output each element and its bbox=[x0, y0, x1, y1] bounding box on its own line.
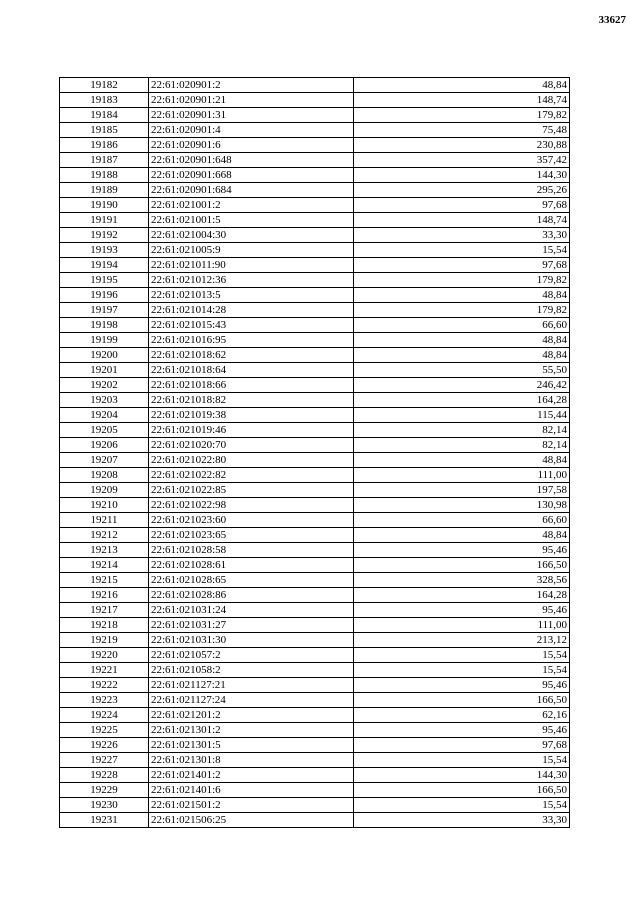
table-row bbox=[60, 138, 570, 153]
cadastral-number: 22:61:021028:65 bbox=[149, 573, 354, 588]
row-number: 19204 bbox=[60, 408, 149, 423]
row-value: 95,46 bbox=[354, 678, 570, 693]
cadastral-number: 22:61:021301:8 bbox=[149, 753, 354, 768]
table-row bbox=[60, 573, 570, 588]
row-value: 130,98 bbox=[354, 498, 570, 513]
row-value: 166,50 bbox=[354, 558, 570, 573]
cadastral-number: 22:61:020901:6 bbox=[149, 138, 354, 153]
cadastral-number: 22:61:021031:30 bbox=[149, 633, 354, 648]
cadastral-number: 22:61:020901:4 bbox=[149, 123, 354, 138]
cadastral-number: 22:61:021022:85 bbox=[149, 483, 354, 498]
table-row bbox=[60, 288, 570, 303]
cadastral-number: 22:61:021058:2 bbox=[149, 663, 354, 678]
cadastral-number: 22:61:021015:43 bbox=[149, 318, 354, 333]
row-value: 230,88 bbox=[354, 138, 570, 153]
row-number: 19200 bbox=[60, 348, 149, 363]
row-value: 95,46 bbox=[354, 543, 570, 558]
table-row bbox=[60, 333, 570, 348]
table-row bbox=[60, 438, 570, 453]
cadastral-number: 22:61:021018:82 bbox=[149, 393, 354, 408]
cadastral-table bbox=[59, 77, 570, 828]
cadastral-number: 22:61:021001:5 bbox=[149, 213, 354, 228]
row-number: 19230 bbox=[60, 798, 149, 813]
cadastral-number: 22:61:021031:24 bbox=[149, 603, 354, 618]
table-row bbox=[60, 213, 570, 228]
table-row bbox=[60, 678, 570, 693]
row-value: 48,84 bbox=[354, 528, 570, 543]
row-number: 19196 bbox=[60, 288, 149, 303]
row-number: 19186 bbox=[60, 138, 149, 153]
row-value: 166,50 bbox=[354, 693, 570, 708]
table-row bbox=[60, 303, 570, 318]
row-value: 48,84 bbox=[354, 333, 570, 348]
table-row bbox=[60, 603, 570, 618]
table-row bbox=[60, 738, 570, 753]
row-value: 164,28 bbox=[354, 588, 570, 603]
row-value: 75,48 bbox=[354, 123, 570, 138]
cadastral-number: 22:61:021023:65 bbox=[149, 528, 354, 543]
cadastral-number: 22:61:021023:60 bbox=[149, 513, 354, 528]
row-value: 15,54 bbox=[354, 753, 570, 768]
table-row bbox=[60, 723, 570, 738]
row-value: 328,56 bbox=[354, 573, 570, 588]
row-number: 19207 bbox=[60, 453, 149, 468]
row-number: 19202 bbox=[60, 378, 149, 393]
cadastral-number: 22:61:021018:66 bbox=[149, 378, 354, 393]
row-value: 97,68 bbox=[354, 258, 570, 273]
row-value: 15,54 bbox=[354, 648, 570, 663]
row-value: 213,12 bbox=[354, 633, 570, 648]
row-number: 19215 bbox=[60, 573, 149, 588]
row-number: 19205 bbox=[60, 423, 149, 438]
table-row bbox=[60, 753, 570, 768]
table-row bbox=[60, 813, 570, 828]
cadastral-number: 22:61:021127:24 bbox=[149, 693, 354, 708]
row-number: 19187 bbox=[60, 153, 149, 168]
row-number: 19225 bbox=[60, 723, 149, 738]
cadastral-number: 22:61:021401:2 bbox=[149, 768, 354, 783]
row-value: 144,30 bbox=[354, 168, 570, 183]
row-value: 166,50 bbox=[354, 783, 570, 798]
table-row bbox=[60, 393, 570, 408]
row-number: 19211 bbox=[60, 513, 149, 528]
cadastral-number: 22:61:021019:46 bbox=[149, 423, 354, 438]
table-row bbox=[60, 558, 570, 573]
row-number: 19208 bbox=[60, 468, 149, 483]
row-value: 95,46 bbox=[354, 603, 570, 618]
cadastral-number: 22:61:021004:30 bbox=[149, 228, 354, 243]
table-row bbox=[60, 123, 570, 138]
cadastral-number: 22:61:021016:95 bbox=[149, 333, 354, 348]
cadastral-number: 22:61:021014:28 bbox=[149, 303, 354, 318]
row-value: 357,42 bbox=[354, 153, 570, 168]
row-number: 19189 bbox=[60, 183, 149, 198]
row-number: 19184 bbox=[60, 108, 149, 123]
row-value: 148,74 bbox=[354, 93, 570, 108]
row-number: 19190 bbox=[60, 198, 149, 213]
table-row bbox=[60, 378, 570, 393]
table-row bbox=[60, 588, 570, 603]
cadastral-number: 22:61:021201:2 bbox=[149, 708, 354, 723]
table-row bbox=[60, 168, 570, 183]
table-row bbox=[60, 183, 570, 198]
table-row bbox=[60, 693, 570, 708]
row-number: 19198 bbox=[60, 318, 149, 333]
row-number: 19193 bbox=[60, 243, 149, 258]
table-row bbox=[60, 258, 570, 273]
row-value: 82,14 bbox=[354, 423, 570, 438]
cadastral-number: 22:61:021301:5 bbox=[149, 738, 354, 753]
row-number: 19210 bbox=[60, 498, 149, 513]
cadastral-number: 22:61:020901:31 bbox=[149, 108, 354, 123]
cadastral-number: 22:61:021401:6 bbox=[149, 783, 354, 798]
row-number: 19222 bbox=[60, 678, 149, 693]
cadastral-number: 22:61:021005:9 bbox=[149, 243, 354, 258]
row-value: 197,58 bbox=[354, 483, 570, 498]
row-value: 66,60 bbox=[354, 513, 570, 528]
row-number: 19221 bbox=[60, 663, 149, 678]
cadastral-number: 22:61:020901:684 bbox=[149, 183, 354, 198]
cadastral-number: 22:61:021301:2 bbox=[149, 723, 354, 738]
cadastral-number: 22:61:021506:25 bbox=[149, 813, 354, 828]
table-row bbox=[60, 708, 570, 723]
cadastral-number: 22:61:021011:90 bbox=[149, 258, 354, 273]
row-number: 19216 bbox=[60, 588, 149, 603]
row-value: 15,54 bbox=[354, 243, 570, 258]
cadastral-number: 22:61:021001:2 bbox=[149, 198, 354, 213]
cadastral-number: 22:61:021057:2 bbox=[149, 648, 354, 663]
row-value: 179,82 bbox=[354, 303, 570, 318]
row-value: 179,82 bbox=[354, 108, 570, 123]
row-number: 19229 bbox=[60, 783, 149, 798]
table-row bbox=[60, 513, 570, 528]
row-number: 19182 bbox=[60, 78, 149, 93]
table-row bbox=[60, 633, 570, 648]
row-number: 19199 bbox=[60, 333, 149, 348]
cadastral-number: 22:61:021019:38 bbox=[149, 408, 354, 423]
row-value: 15,54 bbox=[354, 798, 570, 813]
row-value: 33,30 bbox=[354, 228, 570, 243]
table-row bbox=[60, 528, 570, 543]
table-body bbox=[60, 78, 570, 828]
row-number: 19212 bbox=[60, 528, 149, 543]
row-number: 19223 bbox=[60, 693, 149, 708]
cadastral-number: 22:61:021022:98 bbox=[149, 498, 354, 513]
row-value: 115,44 bbox=[354, 408, 570, 423]
table-row bbox=[60, 153, 570, 168]
row-value: 62,16 bbox=[354, 708, 570, 723]
row-value: 48,84 bbox=[354, 288, 570, 303]
row-number: 19197 bbox=[60, 303, 149, 318]
cadastral-number: 22:61:020901:668 bbox=[149, 168, 354, 183]
row-number: 19213 bbox=[60, 543, 149, 558]
row-value: 95,46 bbox=[354, 723, 570, 738]
cadastral-number: 22:61:021022:80 bbox=[149, 453, 354, 468]
row-value: 48,84 bbox=[354, 348, 570, 363]
row-value: 15,54 bbox=[354, 663, 570, 678]
cadastral-number: 22:61:020901:2 bbox=[149, 78, 354, 93]
cadastral-number: 22:61:021018:64 bbox=[149, 363, 354, 378]
row-number: 19185 bbox=[60, 123, 149, 138]
cadastral-number: 22:61:021127:21 bbox=[149, 678, 354, 693]
cadastral-number: 22:61:021028:61 bbox=[149, 558, 354, 573]
row-value: 179,82 bbox=[354, 273, 570, 288]
table-row bbox=[60, 798, 570, 813]
row-number: 19218 bbox=[60, 618, 149, 633]
row-value: 97,68 bbox=[354, 738, 570, 753]
row-number: 19231 bbox=[60, 813, 149, 828]
table-row bbox=[60, 78, 570, 93]
row-value: 66,60 bbox=[354, 318, 570, 333]
table-row bbox=[60, 348, 570, 363]
row-number: 19209 bbox=[60, 483, 149, 498]
row-number: 19226 bbox=[60, 738, 149, 753]
table-row bbox=[60, 318, 570, 333]
table-row bbox=[60, 243, 570, 258]
table-row bbox=[60, 543, 570, 558]
row-number: 19228 bbox=[60, 768, 149, 783]
cadastral-number: 22:61:021012:36 bbox=[149, 273, 354, 288]
row-value: 33,30 bbox=[354, 813, 570, 828]
row-value: 295,26 bbox=[354, 183, 570, 198]
row-number: 19206 bbox=[60, 438, 149, 453]
cadastral-number: 22:61:021018:62 bbox=[149, 348, 354, 363]
table-row bbox=[60, 228, 570, 243]
row-number: 19183 bbox=[60, 93, 149, 108]
cadastral-number: 22:61:021022:82 bbox=[149, 468, 354, 483]
cadastral-number: 22:61:021501:2 bbox=[149, 798, 354, 813]
table-row bbox=[60, 453, 570, 468]
table-row bbox=[60, 198, 570, 213]
row-number: 19224 bbox=[60, 708, 149, 723]
table-row bbox=[60, 648, 570, 663]
cadastral-number: 22:61:020901:648 bbox=[149, 153, 354, 168]
row-value: 144,30 bbox=[354, 768, 570, 783]
row-number: 19194 bbox=[60, 258, 149, 273]
row-number: 19217 bbox=[60, 603, 149, 618]
table-row bbox=[60, 483, 570, 498]
row-number: 19227 bbox=[60, 753, 149, 768]
table-row bbox=[60, 423, 570, 438]
table-row bbox=[60, 273, 570, 288]
row-number: 19195 bbox=[60, 273, 149, 288]
row-value: 97,68 bbox=[354, 198, 570, 213]
row-number: 19201 bbox=[60, 363, 149, 378]
row-number: 19203 bbox=[60, 393, 149, 408]
table-row bbox=[60, 468, 570, 483]
table-row bbox=[60, 498, 570, 513]
row-number: 19219 bbox=[60, 633, 149, 648]
table-row bbox=[60, 783, 570, 798]
row-value: 55,50 bbox=[354, 363, 570, 378]
row-value: 164,28 bbox=[354, 393, 570, 408]
row-value: 48,84 bbox=[354, 453, 570, 468]
row-value: 111,00 bbox=[354, 618, 570, 633]
table-row bbox=[60, 408, 570, 423]
cadastral-number: 22:61:020901:21 bbox=[149, 93, 354, 108]
cadastral-number: 22:61:021028:58 bbox=[149, 543, 354, 558]
row-value: 148,74 bbox=[354, 213, 570, 228]
table-row bbox=[60, 108, 570, 123]
table-row bbox=[60, 618, 570, 633]
row-number: 19214 bbox=[60, 558, 149, 573]
table-row bbox=[60, 93, 570, 108]
cadastral-number: 22:61:021028:86 bbox=[149, 588, 354, 603]
page-number: 33627 bbox=[598, 14, 626, 26]
row-value: 48,84 bbox=[354, 78, 570, 93]
table-row bbox=[60, 363, 570, 378]
row-number: 19191 bbox=[60, 213, 149, 228]
table-row bbox=[60, 768, 570, 783]
row-value: 82,14 bbox=[354, 438, 570, 453]
row-number: 19188 bbox=[60, 168, 149, 183]
row-value: 246,42 bbox=[354, 378, 570, 393]
cadastral-number: 22:61:021020:70 bbox=[149, 438, 354, 453]
cadastral-number: 22:61:021013:5 bbox=[149, 288, 354, 303]
table-row bbox=[60, 663, 570, 678]
row-number: 19192 bbox=[60, 228, 149, 243]
row-value: 111,00 bbox=[354, 468, 570, 483]
cadastral-number: 22:61:021031:27 bbox=[149, 618, 354, 633]
row-number: 19220 bbox=[60, 648, 149, 663]
